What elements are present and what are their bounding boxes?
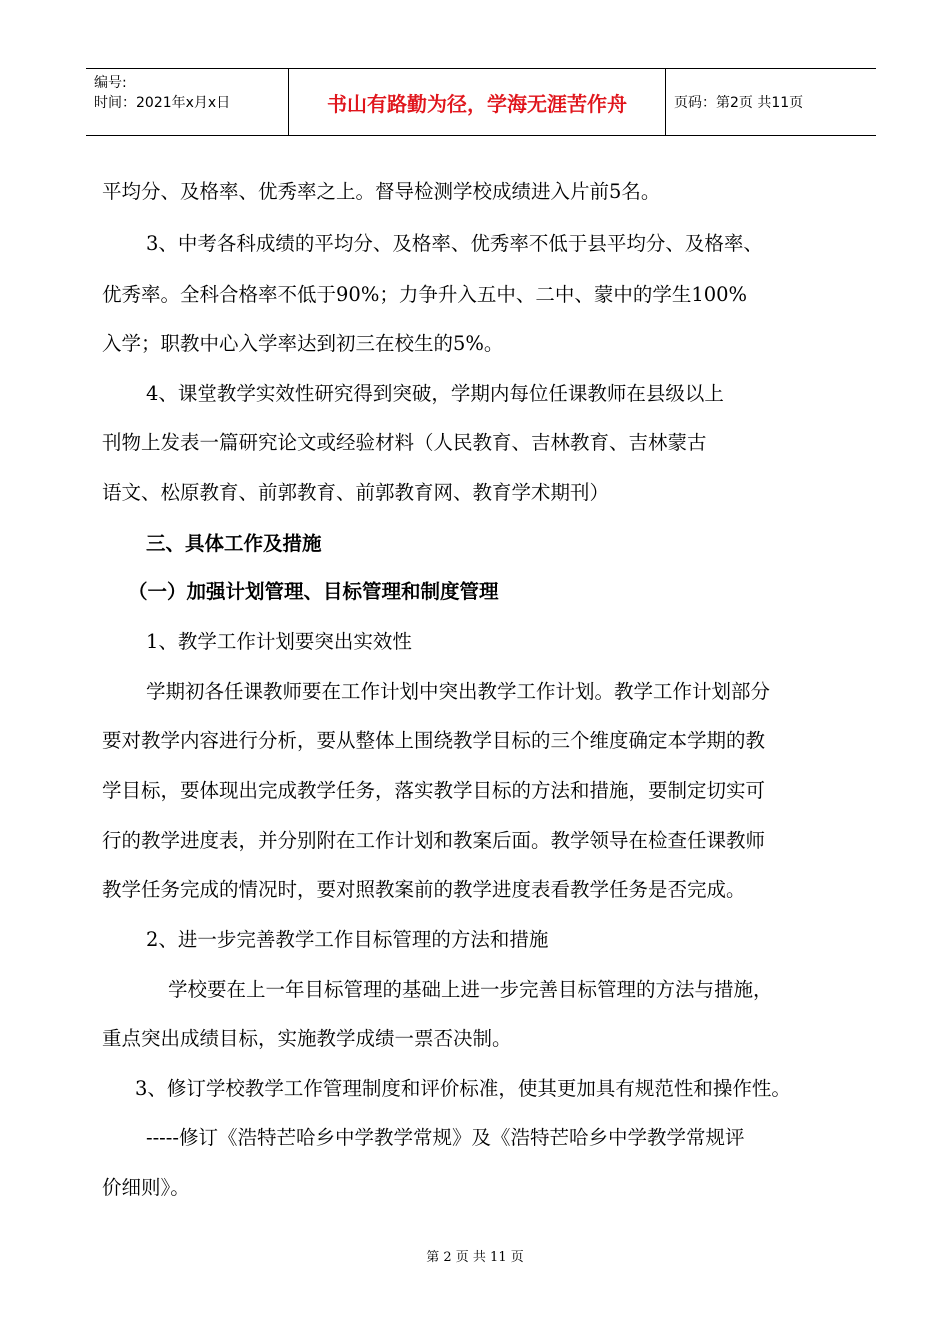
paragraph-line: 要对教学内容进行分析，要从整体上围绕教学目标的三个维度确定本学期的教	[102, 729, 766, 752]
paragraph-line: 3、中考各科成绩的平均分、及格率、优秀率不低于县平均分、及格率、	[146, 232, 763, 255]
paragraph-line: 学校要在上一年目标管理的基础上进一步完善目标管理的方法与措施，	[168, 978, 773, 1001]
paragraph-line: 教学任务完成的情况时，要对照教案前的教学进度表看教学任务是否完成。	[102, 878, 746, 901]
paragraph-line: 2、进一步完善教学工作目标管理的方法和措施	[146, 928, 549, 951]
paragraph-line: 语文、松原教育、前郭教育、前郭教育网、教育学术期刊）	[102, 481, 610, 504]
paragraph-line: 行的教学进度表，并分别附在工作计划和教案后面。教学领导在检查任课教师	[102, 829, 766, 852]
paragraph-line: 学期初各任课教师要在工作计划中突出教学工作计划。教学工作计划部分	[146, 680, 771, 703]
header-slogan: 书山有路勤为径，学海无涯苦作舟	[288, 69, 666, 135]
page-footer: 第 2 页 共 11 页	[426, 1250, 524, 1265]
paragraph-line: 价细则》。	[102, 1176, 190, 1199]
paragraph-line: 4、课堂教学实效性研究得到突破，学期内每位任课教师在县级以上	[146, 382, 724, 405]
paragraph-line: 学目标，要体现出完成教学任务，落实教学目标的方法和措施，要制定切实可	[102, 779, 766, 802]
doc-time-label: 时间：2021年x月x日	[94, 95, 231, 111]
header-page-info: 页码：第2页 共11页	[674, 95, 804, 111]
header-meta	[86, 69, 288, 135]
paragraph-line: 优秀率。全科合格率不低于90%；力争升入五中、二中、蒙中的学生100%	[102, 283, 748, 306]
doc-number-label: 编号:	[94, 75, 127, 91]
paragraph-line: 刊物上发表一篇研究论文或经验材料（人民教育、吉林教育、吉林蒙古	[102, 431, 707, 454]
subsection-heading: （一）加强计划管理、目标管理和制度管理	[128, 580, 499, 603]
paragraph-line: 重点突出成绩目标，实施教学成绩一票否决制。	[102, 1027, 512, 1050]
page-header	[86, 68, 876, 136]
paragraph-line: 3、修订学校教学工作管理制度和评价标准，使其更加具有规范性和操作性。	[135, 1077, 791, 1100]
section-heading: 三、具体工作及措施	[146, 532, 322, 555]
paragraph-line: 平均分、及格率、优秀率之上。督导检测学校成绩进入片前5名。	[102, 180, 661, 203]
paragraph-line: -----修订《浩特芒哈乡中学教学常规》及《浩特芒哈乡中学教学常规评	[146, 1126, 745, 1149]
paragraph-line: 1、教学工作计划要突出实效性	[146, 630, 412, 653]
paragraph-line: 入学；职教中心入学率达到初三在校生的5%。	[102, 332, 504, 355]
